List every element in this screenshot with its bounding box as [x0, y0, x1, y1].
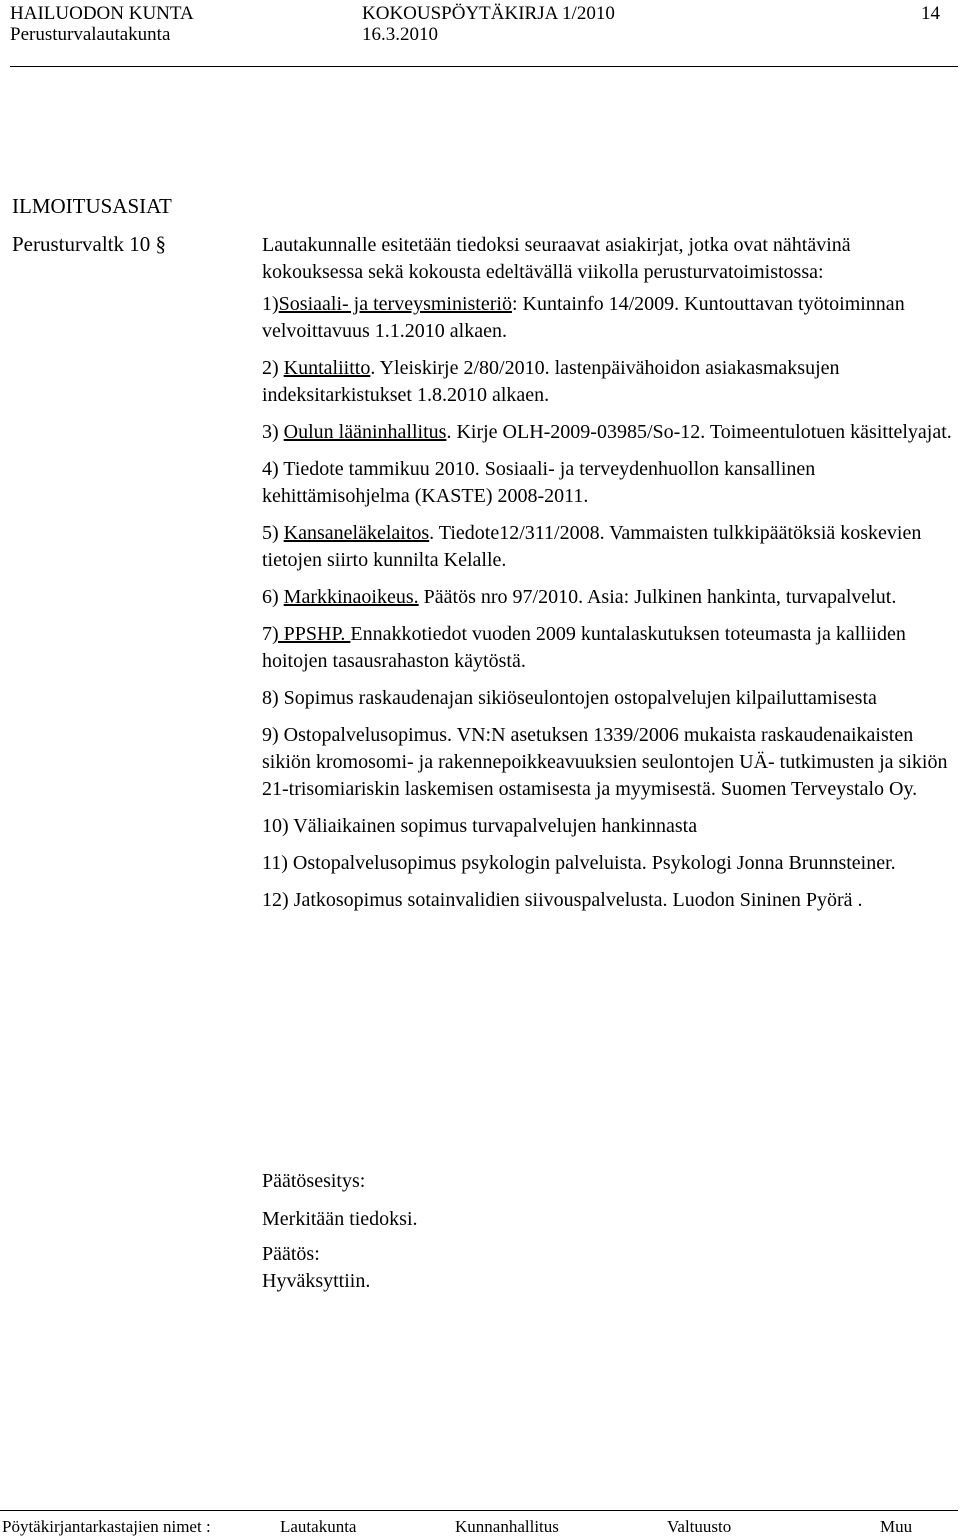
decision-text: Hyväksyttiin.	[262, 1270, 371, 1292]
header-date: 16.3.2010	[362, 24, 438, 45]
item-text: : Kuntainfo 14/2009. Kuntouttavan työtoiminnan velvoittavuus 1.1.2010 alkaen.	[262, 293, 905, 342]
item-source-link: Kansaneläkelaitos	[283, 522, 430, 544]
item-number: 1)	[262, 293, 279, 315]
notice-item-1	[262, 291, 952, 345]
item-number: 6)	[262, 586, 284, 608]
intro-paragraph: Lautakunnalle esitetään tiedoksi seuraavat asiakirjat, jotka ovat nähtävinä kokouksessa sekä kokousta edeltävällä viikolla perusturvatoimistossa:	[262, 234, 851, 283]
notice-item-3	[262, 419, 952, 446]
item-text: Ennakkotiedot vuoden 2009 kuntalaskutuksen toteumasta ja kalliiden hoitojen tasausrahaston käytöstä.	[262, 623, 906, 672]
item-text: Päätös nro 97/2010. Asia: Julkinen hankinta, turvapalvelut.	[418, 586, 897, 608]
page-footer	[0, 1510, 960, 1538]
section-title: ILMOITUSASIAT	[12, 194, 172, 218]
section-reference: Perusturvaltk 10 §	[12, 232, 166, 256]
footer-col-kunnanhallitus: Kunnanhallitus	[455, 1517, 559, 1536]
item-text: . Yleiskirje 2/80/2010. lastenpäivähoidon asiakasmaksujen indeksitarkistukset 1.8.2010 alkaen.	[262, 357, 840, 406]
proposal-text: Merkitään tiedoksi.	[262, 1208, 418, 1230]
footer-col-muu: Muu	[880, 1517, 913, 1536]
item-number: 5)	[262, 522, 284, 544]
decision-label: Päätös:	[262, 1243, 320, 1265]
item-number: 3)	[262, 421, 284, 443]
item-text: 12) Jatkosopimus sotainvalidien siivouspalvelusta. Luodon Sininen Pyörä .	[262, 889, 863, 911]
page-header	[0, 0, 960, 70]
notice-item-4	[262, 456, 952, 510]
footer-col-lautakunta: Lautakunta	[280, 1517, 357, 1536]
header-page-number: 14	[921, 3, 940, 24]
header-divider	[10, 66, 958, 67]
item-source-link: Markkinaoikeus.	[283, 586, 419, 608]
notices-body	[262, 232, 952, 924]
item-text: 10) Väliaikainen sopimus turvapalvelujen hankinnasta	[262, 815, 698, 837]
item-source-link: Oulun lääninhallitus	[283, 421, 447, 443]
item-text: 9) Ostopalvelusopimus. VN:N asetuksen 1339/2006 mukaista raskaudenaikaisten sikiön kromosomi- ja rakennepoikkeavuuksien seulontojen UÄ- tutkimusten ja sikiön 21-trisomiariskin laskemisen ostamisesta ja myymisestä. Suomen Terveystalo Oy.	[262, 724, 948, 800]
header-doc-type: KOKOUSPÖYTÄKIRJA 1/2010	[362, 3, 615, 24]
item-source-link: Sosiaali- ja terveysministeriö	[278, 293, 512, 315]
notice-item-10	[262, 813, 952, 840]
notice-item-11	[262, 850, 952, 877]
notice-item-12	[262, 887, 952, 914]
notice-item-2	[262, 355, 952, 409]
header-committee: Perusturvalautakunta	[10, 24, 171, 45]
footer-divider	[0, 1510, 958, 1511]
item-number: 2)	[262, 357, 284, 379]
header-org: HAILUODON KUNTA	[10, 3, 194, 24]
notice-item-5	[262, 520, 952, 574]
decision-block	[262, 1168, 952, 1295]
item-text: 11) Ostopalvelusopimus psykologin palveluista. Psykologi Jonna Brunnsteiner.	[262, 852, 896, 874]
footer-label: Pöytäkirjantarkastajien nimet :	[2, 1517, 211, 1536]
notice-item-9	[262, 722, 952, 803]
item-text: 8) Sopimus raskaudenajan sikiöseulontojen ostopalvelujen kilpailuttamisesta	[262, 687, 877, 709]
item-source-link: ) PPSHP.	[272, 623, 351, 645]
item-text: . Kirje OLH-2009-03985/So-12. Toimeentulotuen käsittelyajat.	[446, 421, 952, 443]
notice-item-6	[262, 584, 952, 611]
item-number: 7	[262, 623, 272, 645]
notice-item-8	[262, 685, 952, 712]
item-text: . Tiedote12/311/2008. Vammaisten tulkkipäätöksiä koskevien tietojen siirto kunnilta Kelalle.	[262, 522, 922, 571]
item-text: 4) Tiedote tammikuu 2010. Sosiaali- ja terveydenhuollon kansallinen kehittämisohjelma (KASTE) 2008-2011.	[262, 458, 816, 507]
proposal-label: Päätösesitys:	[262, 1170, 366, 1192]
footer-col-valtuusto: Valtuusto	[667, 1517, 732, 1536]
notice-item-7	[262, 621, 952, 675]
item-source-link: Kuntaliitto	[283, 357, 371, 379]
